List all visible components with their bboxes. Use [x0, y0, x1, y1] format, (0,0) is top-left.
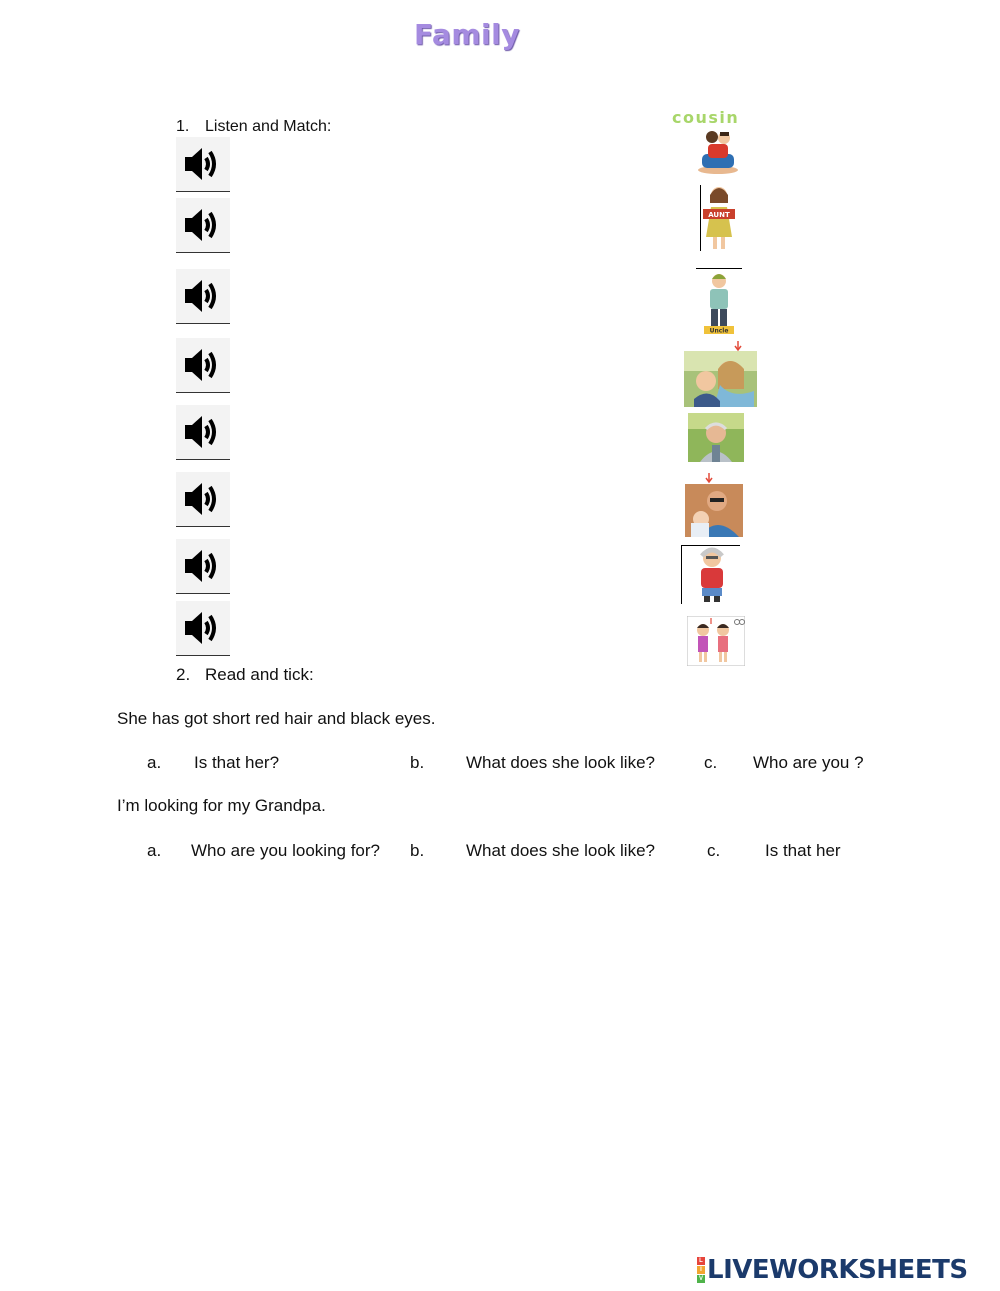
audio-button-5[interactable] [176, 405, 230, 460]
speaker-icon [180, 342, 226, 388]
q1-option-a-letter: a. [147, 753, 162, 772]
section-1-label: Listen and Match: [205, 118, 332, 135]
section-1-number: 1. [176, 118, 190, 135]
question-1-sentence: She has got short red hair and black eyes. [117, 709, 436, 728]
logo-block-v: V [698, 1276, 703, 1282]
cousin-label: cousin [672, 108, 740, 127]
speaker-icon [180, 141, 226, 187]
uncle-label: Uncle [709, 327, 729, 335]
q1-option-a[interactable]: Is that her? [194, 753, 280, 772]
logo-blocks [697, 1257, 705, 1283]
speaker-icon [180, 409, 226, 455]
speaker-icon [180, 543, 226, 589]
q1-option-b-letter: b. [410, 753, 425, 772]
q1-option-c[interactable]: Who are you ? [753, 753, 864, 772]
audio-button-2[interactable] [176, 198, 230, 253]
speaker-icon [180, 202, 226, 248]
audio-button-4[interactable] [176, 338, 230, 393]
q2-option-b-letter: b. [410, 841, 425, 860]
logo-text: LIVEWORKSHEETS [707, 1255, 968, 1285]
q2-option-c-letter: c. [707, 841, 721, 860]
section-1-heading [176, 118, 331, 136]
audio-button-8[interactable] [176, 601, 230, 656]
logo-block-l: L [697, 1257, 705, 1265]
section-2-number: 2. [176, 665, 191, 684]
audio-button-3[interactable] [176, 269, 230, 324]
page-title: Family [414, 18, 521, 51]
aunt-picture[interactable] [700, 185, 737, 251]
audio-button-7[interactable] [176, 539, 230, 594]
audio-button-1[interactable] [176, 137, 230, 192]
liveworksheets-logo [697, 1256, 968, 1284]
section-2-label: Read and tick: [205, 665, 314, 684]
question-2-sentence: I’m looking for my Grandpa. [117, 796, 326, 815]
audio-button-6[interactable] [176, 472, 230, 527]
q2-option-a[interactable]: Who are you looking for? [191, 841, 380, 860]
uncle-picture[interactable] [696, 268, 742, 335]
logo-block-i: I [697, 1266, 705, 1274]
grandpa-photo[interactable] [688, 413, 744, 462]
q1-option-c-letter: c. [704, 753, 718, 772]
grandma-picture[interactable] [681, 545, 740, 604]
section-2-heading [176, 665, 314, 685]
q2-option-c[interactable]: Is that her [765, 841, 841, 860]
father-photo[interactable] [685, 473, 743, 537]
speaker-icon [180, 476, 226, 522]
q2-option-a-letter: a. [147, 841, 162, 860]
aunt-label: AUNT [708, 211, 730, 219]
mother-photo[interactable] [684, 339, 757, 407]
speaker-icon [180, 605, 226, 651]
speaker-icon [180, 273, 226, 319]
q1-option-b[interactable]: What does she look like? [466, 753, 655, 772]
cousin-picture[interactable] [694, 128, 742, 174]
sisters-picture[interactable] [687, 616, 745, 666]
q2-option-b[interactable]: What does she look like? [466, 841, 655, 860]
